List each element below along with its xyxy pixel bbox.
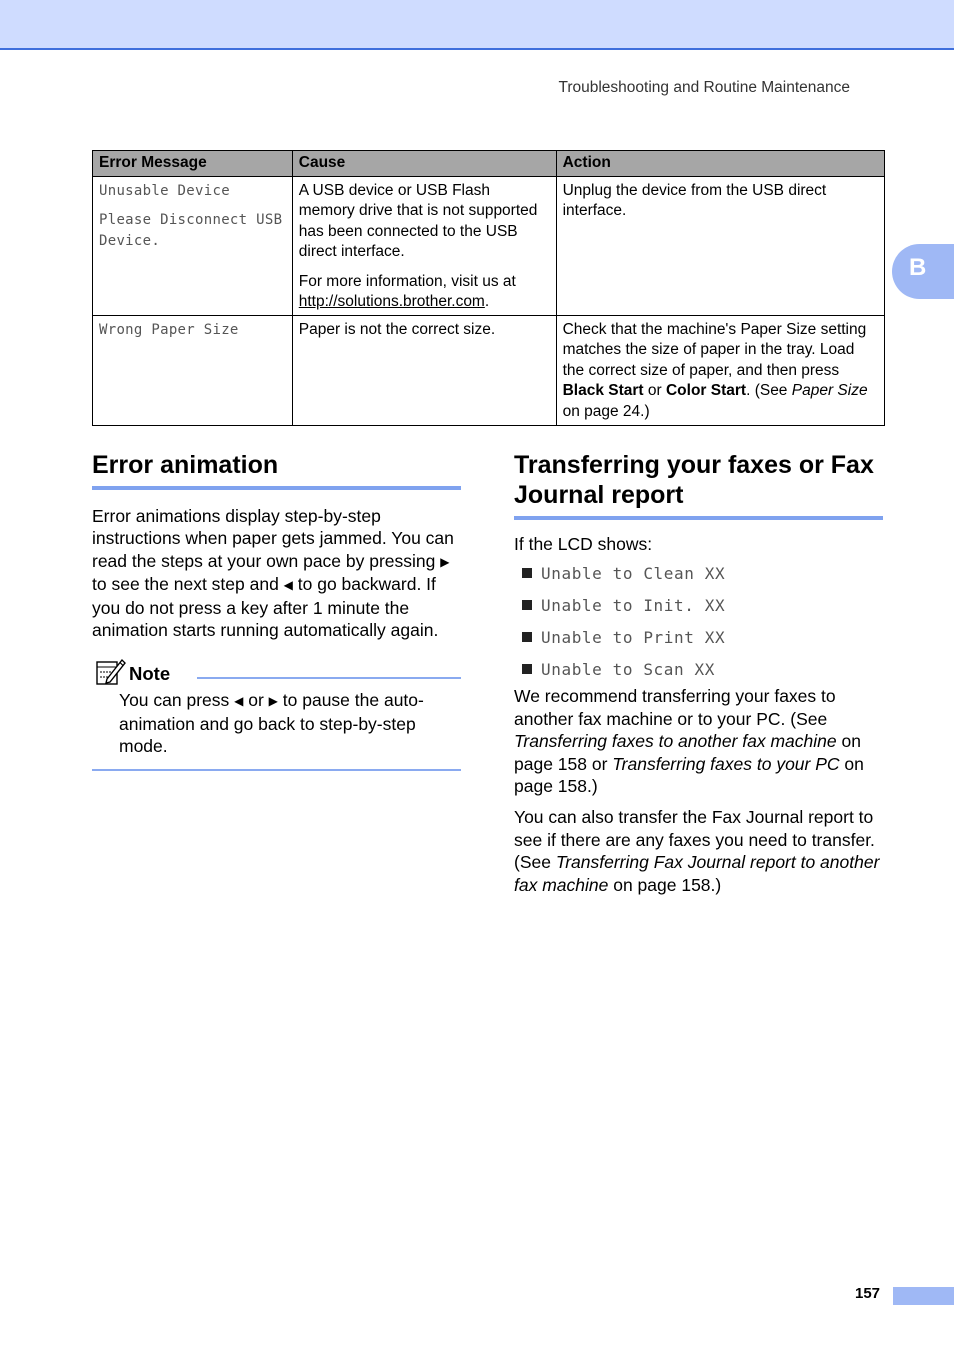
note-text-part: You can press: [119, 690, 235, 711]
lcd-message-list: [514, 563, 883, 691]
transfer-heading: Transferring your faxes or Fax Journal report: [514, 450, 883, 520]
cause-text: A USB device or USB Flash memory drive that is not supported has been connected to the USB direct interface.: [298, 181, 538, 260]
note-text-part: to pause the auto-animation and go back to step-by-step mode.: [119, 690, 424, 757]
error-message-line: Please Disconnect USB Device.: [99, 211, 283, 249]
action-cell: [556, 176, 884, 315]
note-divider: [197, 677, 461, 679]
note-bottom-divider: [92, 769, 461, 771]
paragraph-text: on page 158 or: [514, 731, 861, 774]
paragraph-text: on page 158.): [514, 753, 864, 797]
header-error-message: Error Message: [93, 151, 293, 177]
reference-pc: Transferring faxes to your PC: [612, 753, 840, 774]
lcd-message: Unable to Scan XX: [541, 660, 715, 680]
paragraph-text: You can also transfer the Fax Journal report to see if there are any faxes you need to transfer. (See: [514, 807, 875, 873]
reference-fax-machine: Transferring faxes to another fax machine: [514, 731, 837, 752]
header-cause: Cause: [292, 151, 556, 177]
cause-more-info-text: For more information, visit us at: [298, 272, 516, 290]
page-number: 157: [855, 1285, 881, 1302]
error-message-cell: [93, 176, 293, 315]
error-message-cell: [93, 315, 293, 425]
transfer-section: [514, 450, 883, 896]
cause-text: Paper is not the correct size.: [298, 320, 496, 338]
error-animation-section: [92, 450, 461, 771]
paragraph-text: on page 158.): [608, 874, 722, 895]
black-start-key: Black Start: [562, 382, 644, 399]
error-message-line: Wrong Paper Size: [99, 321, 239, 338]
lcd-message: Unable to Clean XX: [541, 564, 726, 584]
solutions-link[interactable]: http://solutions.brother.com: [298, 293, 485, 310]
list-item: [514, 595, 883, 627]
lcd-message: Unable to Print XX: [541, 628, 726, 648]
right-arrow-icon: ▶: [440, 554, 450, 569]
list-item: [514, 563, 883, 595]
top-band: [0, 0, 954, 50]
lcd-intro: If the LCD shows:: [514, 534, 653, 554]
chapter-tab-letter: B: [909, 254, 927, 281]
table-row: [93, 315, 885, 425]
paragraph-text: Error animations display step-by-step instructions when paper gets jammed. You can read the steps at your own pace by pressing: [92, 506, 454, 571]
action-text-part: . (See: [746, 382, 792, 399]
list-item: [514, 627, 883, 659]
list-item: [514, 659, 883, 691]
cause-more-info: [299, 272, 550, 313]
error-animation-paragraph: [92, 505, 461, 641]
header-action: Action: [556, 151, 884, 177]
left-arrow-icon: ◀: [283, 578, 293, 593]
lcd-message: Unable to Init. XX: [541, 596, 726, 616]
transfer-journal-paragraph: [514, 806, 883, 896]
note-text-part: or: [243, 690, 269, 711]
bullet-square-icon: [522, 664, 532, 674]
note-header: [92, 657, 461, 689]
table-row: [93, 176, 885, 315]
note-pencil-icon: [95, 657, 127, 687]
right-arrow-icon: ▶: [268, 694, 278, 709]
reference-fax-journal: Transferring Fax Journal report to another fax machine: [514, 852, 880, 895]
page-number-band: [893, 1287, 954, 1305]
paper-size-reference: Paper Size: [791, 382, 868, 399]
cause-period: .: [484, 293, 490, 310]
paragraph-text: We recommend transferring your faxes to another fax machine or to your PC. (See: [514, 686, 836, 729]
bullet-square-icon: [522, 568, 532, 578]
action-cell: [556, 315, 884, 425]
table-header-row: [93, 151, 885, 177]
action-text: Unplug the device from the USB direct interface.: [562, 181, 827, 219]
action-text: [563, 320, 878, 423]
error-table: [92, 150, 885, 426]
paragraph-text: to go backward. If you do not press a key after 1 minute the animation starts running automatically again.: [92, 574, 439, 641]
action-text-part: Check that the machine's Paper Size setting matches the size of paper in the tray. Load the correct size of paper, and then press: [562, 320, 867, 379]
running-header: Troubleshooting and Routine Maintenance: [558, 79, 850, 96]
bullet-square-icon: [522, 632, 532, 642]
cause-cell: [292, 176, 556, 315]
error-animation-heading: Error animation: [92, 450, 461, 490]
bullet-square-icon: [522, 600, 532, 610]
error-message-line: Unusable Device: [99, 182, 230, 199]
note-text: [119, 689, 461, 757]
left-arrow-icon: ◀: [234, 694, 244, 709]
action-text-part: on page 24.): [562, 402, 650, 420]
action-text-part: or: [643, 382, 666, 399]
cause-cell: [292, 315, 556, 425]
color-start-key: Color Start: [665, 382, 747, 399]
chapter-tab: [892, 244, 954, 299]
note-label: Note: [129, 663, 171, 685]
paragraph-text: to see the next step and: [92, 574, 284, 595]
transfer-recommend-paragraph: [514, 685, 883, 797]
